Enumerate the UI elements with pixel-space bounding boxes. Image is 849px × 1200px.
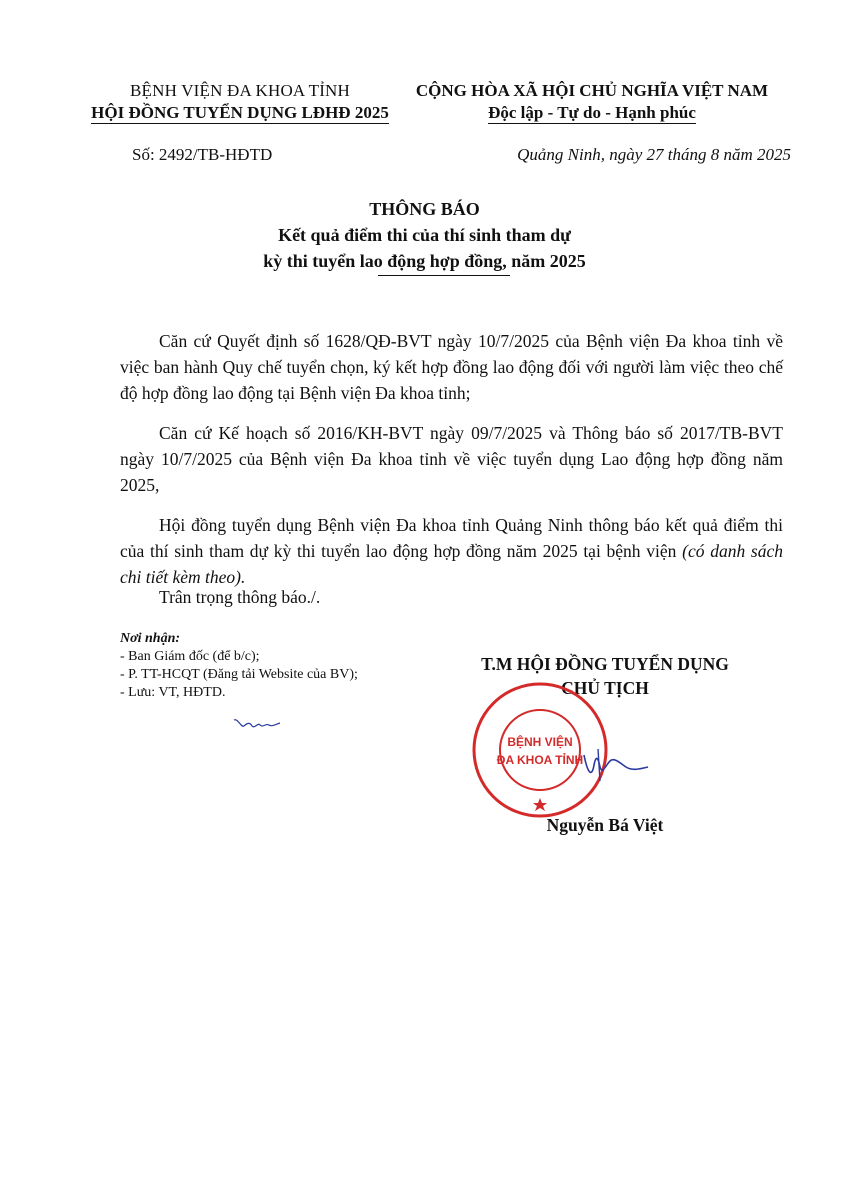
title-line3: kỳ thi tuyển lao động hợp đồng, năm 2025 bbox=[263, 251, 586, 271]
stamp-text-line2: ĐA KHOA TỈNH bbox=[496, 753, 584, 767]
initial-signature bbox=[232, 714, 282, 732]
stamp-text-line1: BỆNH VIỆN bbox=[507, 735, 573, 749]
paragraph-3-text: Hội đồng tuyển dụng Bệnh viện Đa khoa tỉnh Quảng Ninh thông báo kết quả điểm thi của thí sinh tham dự kỳ thi tuyển lao động hợp đồng năm 2025 tại bệnh viện bbox=[120, 515, 783, 561]
signer-name: Nguyễn Bá Việt bbox=[546, 815, 664, 835]
signature-title-line2: CHỦ TỊCH bbox=[561, 678, 649, 698]
paragraph-3 bbox=[120, 512, 783, 590]
closing-line: Trân trọng thông báo./. bbox=[159, 587, 321, 607]
document-number: Số: 2492/TB-HĐTD bbox=[132, 145, 273, 164]
recipient-item: - Lưu: VT, HĐTD. bbox=[120, 685, 226, 700]
signature-title-line1: T.M HỘI ĐỒNG TUYỂN DỤNG bbox=[481, 654, 729, 674]
paragraph-2: Căn cứ Kế hoạch số 2016/KH-BVT ngày 09/7/2025 và Thông báo số 2017/TB-BVT ngày 10/7/2025 của Bệnh viện Đa khoa tỉnh về việc tuyển dụng Lao động hợp đồng năm 2025, bbox=[120, 423, 783, 495]
document-date: Quảng Ninh, ngày 27 tháng 8 năm 2025 bbox=[517, 145, 791, 164]
nation-motto: Độc lập - Tự do - Hạnh phúc bbox=[488, 103, 696, 122]
title-line2: Kết quả điểm thi của thí sinh tham dự bbox=[278, 225, 571, 245]
document-title bbox=[0, 196, 849, 274]
recipient-item: - Ban Giám đốc (để b/c); bbox=[120, 649, 260, 664]
title-underline bbox=[378, 275, 510, 276]
recipient-item: - P. TT-HCQT (Đăng tải Website của BV); bbox=[120, 667, 358, 682]
paragraph-3-italic: (có danh sách chi tiết kèm theo). bbox=[120, 541, 783, 587]
issuing-organization bbox=[70, 80, 410, 124]
paragraph-1: Căn cứ Quyết định số 1628/QĐ-BVT ngày 10/7/2025 của Bệnh viện Đa khoa tỉnh về việc ban hành Quy chế tuyển chọn, ký kết hợp đồng lao động đối với người làm việc theo chế độ hợp đồng lao động tại Bệnh viện Đa khoa tỉnh; bbox=[120, 331, 783, 403]
recipients-heading: Nơi nhận: bbox=[120, 631, 181, 646]
org-name-line2: HỘI ĐỒNG TUYỂN DỤNG LĐHĐ 2025 bbox=[91, 103, 389, 122]
handwritten-signature bbox=[580, 745, 650, 785]
national-motto bbox=[392, 80, 792, 124]
recipients-block bbox=[120, 630, 358, 702]
nation-title: CỘNG HÒA XÃ HỘI CHỦ NGHĨA VIỆT NAM bbox=[415, 81, 769, 100]
org-name-line1: BỆNH VIỆN ĐA KHOA TỈNH bbox=[129, 81, 351, 100]
title-line1: THÔNG BÁO bbox=[369, 199, 480, 219]
